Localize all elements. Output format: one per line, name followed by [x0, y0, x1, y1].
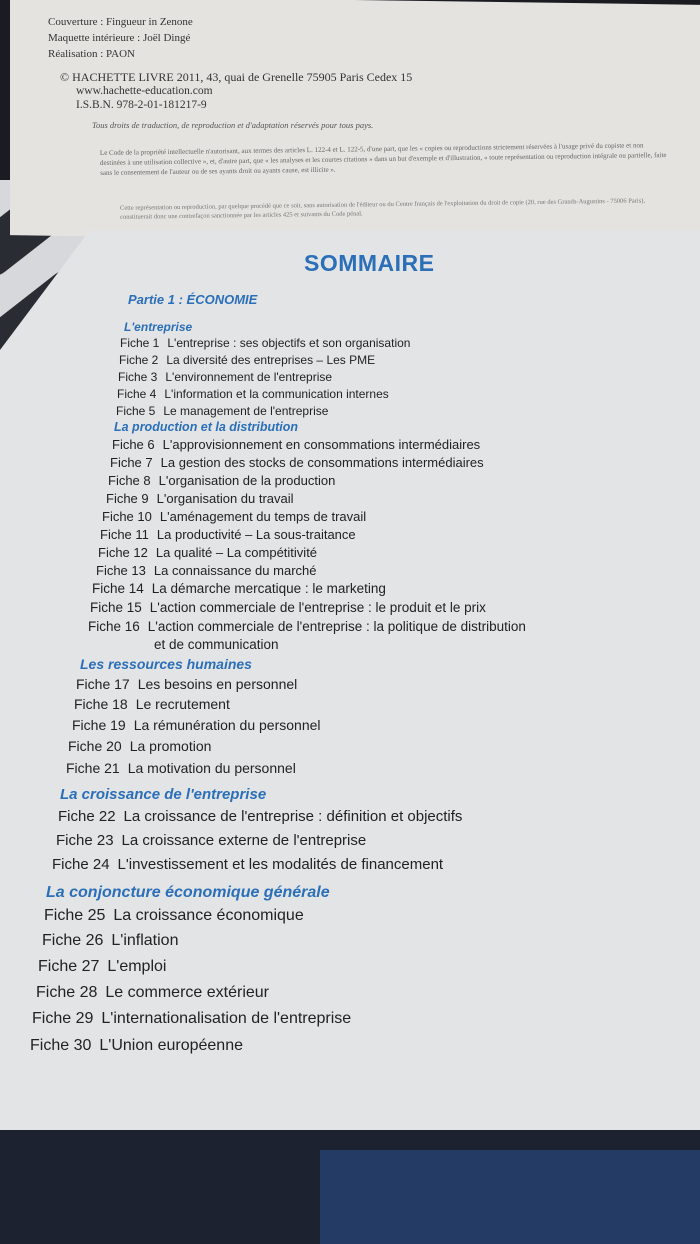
list-item: [56, 832, 366, 849]
list-item: [44, 907, 304, 925]
copyright-block: [60, 70, 412, 112]
list-item: [100, 527, 356, 542]
credit-couverture: Couverture : Fingueur in Zenone: [48, 16, 193, 28]
list-item: [66, 760, 296, 776]
fiche-number: Fiche 21: [66, 760, 120, 776]
list-item: [106, 491, 294, 506]
legal-notice-2: Cette représentation ou reproduction, par quelque procédé que ce soit, sans autorisation de l'éditeur ou du Centre français de l'exploitation du droit de copie (20, rue des Grands-Augustins - 75006 Paris), constituerait donc une contrefaçon sanctionnée par les articles 425 et suivants du Code pénal.: [119, 197, 646, 221]
fiche-label: La motivation du personnel: [127, 760, 296, 776]
fiche-number: Fiche 18: [74, 696, 128, 712]
isbn: I.S.B.N. 978-2-01-181217-9: [76, 99, 207, 111]
list-item: [110, 455, 484, 470]
credit-maquette: Maquette intérieure : Joël Dingé: [48, 32, 191, 44]
fiche-label: L'information et la communication internes: [164, 387, 389, 401]
fiche-label: La qualité – La compétitivité: [155, 545, 318, 560]
fiche-label: L'environnement de l'entreprise: [165, 370, 333, 384]
fiche-number: Fiche 2: [119, 353, 159, 367]
fiche-label: La rémunération du personnel: [133, 717, 321, 733]
credit-realisation: Réalisation : PAON: [48, 48, 135, 60]
fiche-number: Fiche 12: [98, 545, 148, 560]
fiche-label: La productivité – La sous-traitance: [156, 527, 356, 542]
fiche-number: Fiche 14: [92, 581, 144, 596]
section-heading: L'entreprise: [124, 320, 193, 334]
list-item: [68, 738, 211, 754]
list-item: [117, 387, 389, 401]
list-item: [119, 353, 375, 367]
fiche-label: L'inflation: [111, 932, 179, 949]
blue-fabric: [320, 1150, 700, 1244]
fiche-number: Fiche 19: [72, 717, 126, 733]
list-item: [112, 437, 480, 452]
list-item: [38, 958, 166, 976]
list-item: [90, 600, 486, 615]
list-item: [88, 619, 526, 634]
fiche-number: Fiche 25: [44, 907, 106, 924]
fiche-label: L'internationalisation de l'entreprise: [101, 1010, 352, 1027]
fiche-label: L'action commerciale de l'entreprise : le produit et le prix: [149, 600, 486, 615]
fiche-number: Fiche 16: [88, 619, 140, 634]
section-heading: Les ressources humaines: [80, 656, 252, 672]
list-item: [76, 676, 297, 692]
list-item-continuation: et de communication: [154, 637, 279, 652]
fiche-number: Fiche 11: [100, 527, 149, 542]
fiche-label: L'action commerciale de l'entreprise : la politique de distribution: [147, 619, 526, 634]
fiche-number: Fiche 30: [30, 1037, 92, 1054]
fiche-number: Fiche 1: [120, 336, 160, 350]
fiche-label: L'organisation du travail: [156, 491, 294, 506]
rights-line: Tous droits de traduction, de reproduction et d'adaptation réservés pour tous pays.: [92, 120, 374, 130]
list-item: [74, 696, 230, 712]
fiche-number: Fiche 22: [58, 808, 116, 825]
fiche-number: Fiche 13: [96, 563, 146, 578]
fiche-number: Fiche 8: [108, 473, 151, 488]
fiche-number: Fiche 4: [117, 387, 157, 401]
section-heading: La production et la distribution: [114, 420, 299, 434]
fiche-number: Fiche 24: [52, 856, 110, 873]
list-item: [96, 563, 316, 578]
list-item: [42, 932, 178, 950]
fiche-number: Fiche 20: [68, 738, 122, 754]
fiche-label: L'aménagement du temps de travail: [159, 509, 367, 524]
list-item: [32, 1010, 351, 1028]
list-item: [116, 404, 328, 418]
fiche-number: Fiche 6: [112, 437, 155, 452]
copyright-line: © HACHETTE LIVRE 2011, 43, quai de Grenelle 75905 Paris Cedex 15: [60, 70, 413, 84]
fiche-label: Le management de l'entreprise: [163, 404, 329, 418]
fiche-label: La gestion des stocks de consommations intermédiaires: [160, 455, 484, 470]
fiche-label: La diversité des entreprises – Les PME: [166, 353, 376, 367]
fiche-number: Fiche 5: [116, 404, 156, 418]
list-item: [36, 984, 269, 1002]
list-item: [98, 545, 317, 560]
fiche-number: Fiche 9: [106, 491, 149, 506]
fiche-number: Fiche 23: [56, 832, 114, 849]
list-item: [92, 581, 386, 596]
list-item: [108, 473, 335, 488]
fiche-number: Fiche 15: [90, 600, 142, 615]
fiche-label: L'organisation de la production: [158, 473, 336, 488]
fiche-number: Fiche 27: [38, 958, 100, 975]
fiche-number: Fiche 17: [76, 676, 130, 692]
fiche-label: La croissance économique: [113, 907, 304, 924]
fiche-label: L'emploi: [107, 958, 167, 975]
fiche-label: La démarche mercatique : le marketing: [151, 581, 386, 596]
fiche-label: Le commerce extérieur: [105, 984, 269, 1001]
list-item: [72, 717, 321, 733]
list-item: [120, 336, 410, 350]
fiche-number: Fiche 10: [102, 509, 152, 524]
fiche-label: L'Union européenne: [99, 1037, 243, 1054]
fiche-label: La croissance de l'entreprise : définition et objectifs: [123, 808, 463, 825]
fiche-number: Fiche 26: [42, 932, 104, 949]
fiche-number: Fiche 28: [36, 984, 98, 1001]
fiche-label: L'approvisionnement en consommations intermédiaires: [162, 437, 481, 452]
legal-notice: Le Code de la propriété intellectuelle n'autorisant, aux termes des articles L. 122-4 et L. 122-5, d'une part, que les « copies ou reproductions strictement réservées à l'usage privé du copiste et non destinées à une utilisation collective », et, d'autre part, que « les analyses et les courtes citations » dans un but d'exemple et d'illustration, « toute représentation ou reproduction intégrale ou partielle, faite sans le consentement de l'auteur ou de ses ayants droit ou ayants cause, est illicite ».: [99, 141, 667, 177]
fiche-number: Fiche 7: [110, 455, 153, 470]
website: www.hachette-education.com: [76, 85, 213, 97]
fiche-label: L'investissement et les modalités de financement: [117, 856, 444, 873]
fiche-label: La promotion: [129, 738, 212, 754]
partie-heading: Partie 1 : ÉCONOMIE: [128, 292, 258, 307]
credits-block: [48, 14, 193, 62]
section-heading: La croissance de l'entreprise: [60, 786, 267, 803]
fiche-number: Fiche 29: [32, 1010, 94, 1027]
fiche-label: Les besoins en personnel: [137, 676, 298, 692]
fiche-label: Le recrutement: [135, 696, 230, 712]
list-item: [30, 1037, 243, 1055]
fiche-label: La connaissance du marché: [153, 563, 317, 578]
page-title: SOMMAIRE: [304, 250, 435, 276]
fiche-number: Fiche 3: [118, 370, 158, 384]
fiche-label: La croissance externe de l'entreprise: [121, 832, 367, 849]
list-item: [58, 808, 462, 825]
list-item: [118, 370, 332, 384]
fiche-label: L'entreprise : ses objectifs et son organisation: [167, 336, 411, 350]
section-heading: La conjoncture économique générale: [46, 884, 330, 901]
list-item: [52, 856, 443, 873]
list-item: [102, 509, 366, 524]
